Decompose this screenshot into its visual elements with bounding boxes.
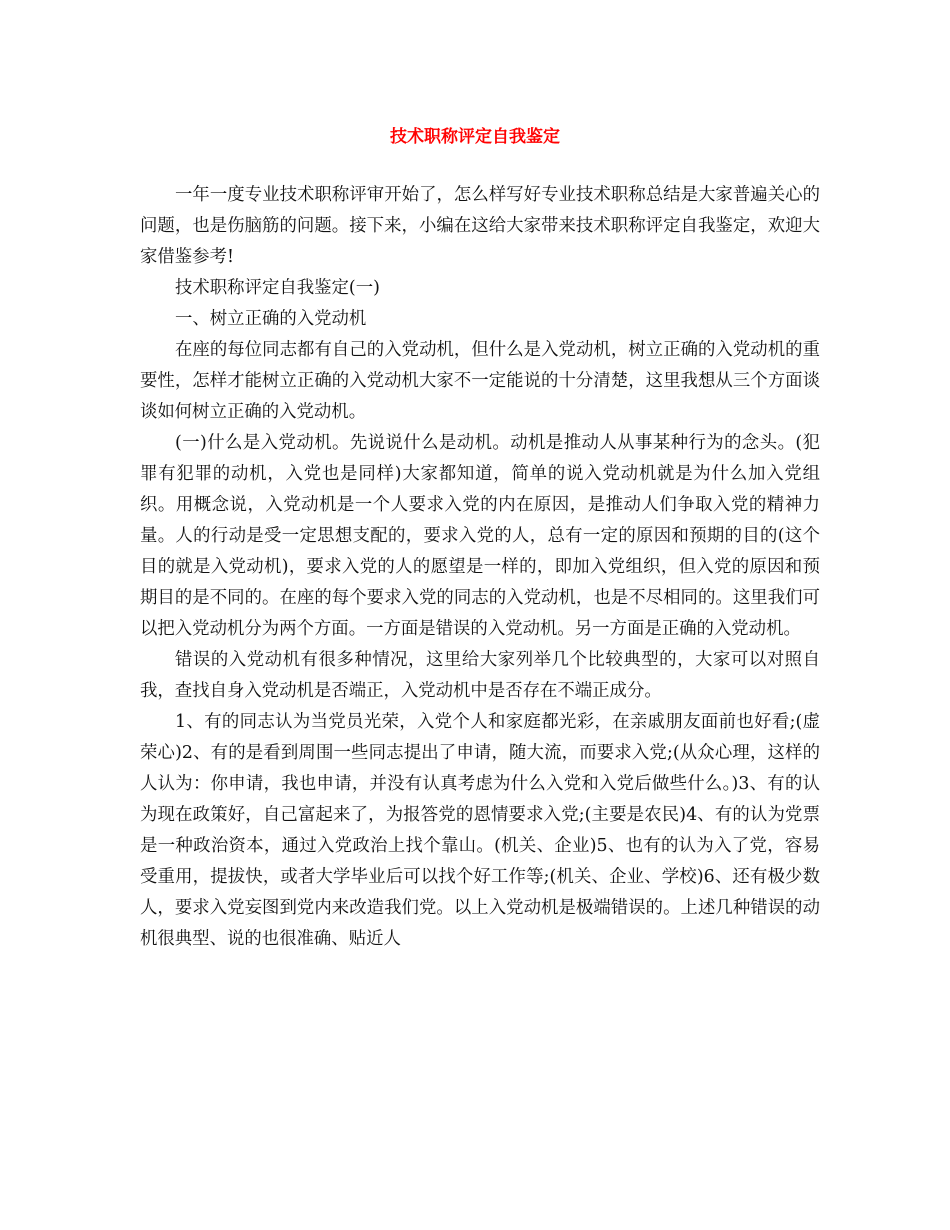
paragraph-intro: 一年一度专业技术职称评审开始了，怎么样写好专业技术职称总结是大家普遍关心的问题，也是伤脑筋的问题。接下来，小编在这给大家带来技术职称评定自我鉴定，欢迎大家借鉴参考! — [140, 185, 820, 267]
paragraph-subheading: 一、树立正确的入党动机 — [175, 309, 367, 329]
paragraph-motive-importance: 在座的每位同志都有自己的入党动机，但什么是入党动机，树立正确的入党动机的重要性，怎样才能树立正确的入党动机大家不一定能说的十分清楚，这里我想从三个方面谈谈如何树立正确的入党动机。 — [140, 340, 820, 422]
paragraph-what-is-motive: (一)什么是入党动机。先说说什么是动机。动机是推动人从事某种行为的念头。(犯罪有犯罪的动机，入党也是同样)大家都知道，简单的说入党动机就是为什么加入党组织。用概念说，入党动机是一个人要求入党的内在原因，是推动人们争取入党的精神力量。人的行动是受一定思想支配的，要求入党的人，总有一定的原因和预期的目的(这个目的就是入党动机)，要求入党的人的愿望是一样的，即加入党组织，但入党的原因和预期目的是不同的。在座的每个要求入党的同志的入党动机，也是不尽相同的。这里我们可以把入党动机分为两个方面。一方面是错误的入党动机。另一方面是正确的入党动机。 — [140, 433, 820, 639]
paragraph-section-heading: 技术职称评定自我鉴定(一) — [175, 278, 380, 298]
document-body — [140, 180, 820, 955]
document-title: 技术职称评定自我鉴定 — [390, 127, 560, 147]
paragraph-examples: 1、有的同志认为当党员光荣，入党个人和家庭都光彩，在亲戚朋友面前也好看;(虚荣心)2、有的是看到周围一些同志提出了申请，随大流，而要求入党;(从众心理，这样的人认为：你申请，我也申请，并没有认真考虑为什么入党和入党后做些什么。)3、有的认为现在政策好，自己富起来了，为报答党的恩情要求入党;(主要是农民)4、有的认为党票是一种政治资本，通过入党政治上找个靠山。(机关、企业)5、也有的认为入了党，容易受重用，提拔快，或者大学毕业后可以找个好工作等;(机关、企业、学校)6、还有极少数人，要求入党妄图到党内来改造我们党。以上入党动机是极端错误的。上述几种错误的动机很典型、说的也很准确、贴近人 — [140, 712, 820, 949]
paragraph-wrong-motives: 错误的入党动机有很多种情况，这里给大家列举几个比较典型的，大家可以对照自我，查找自身入党动机是否端正，入党动机中是否存在不端正成分。 — [140, 650, 820, 701]
